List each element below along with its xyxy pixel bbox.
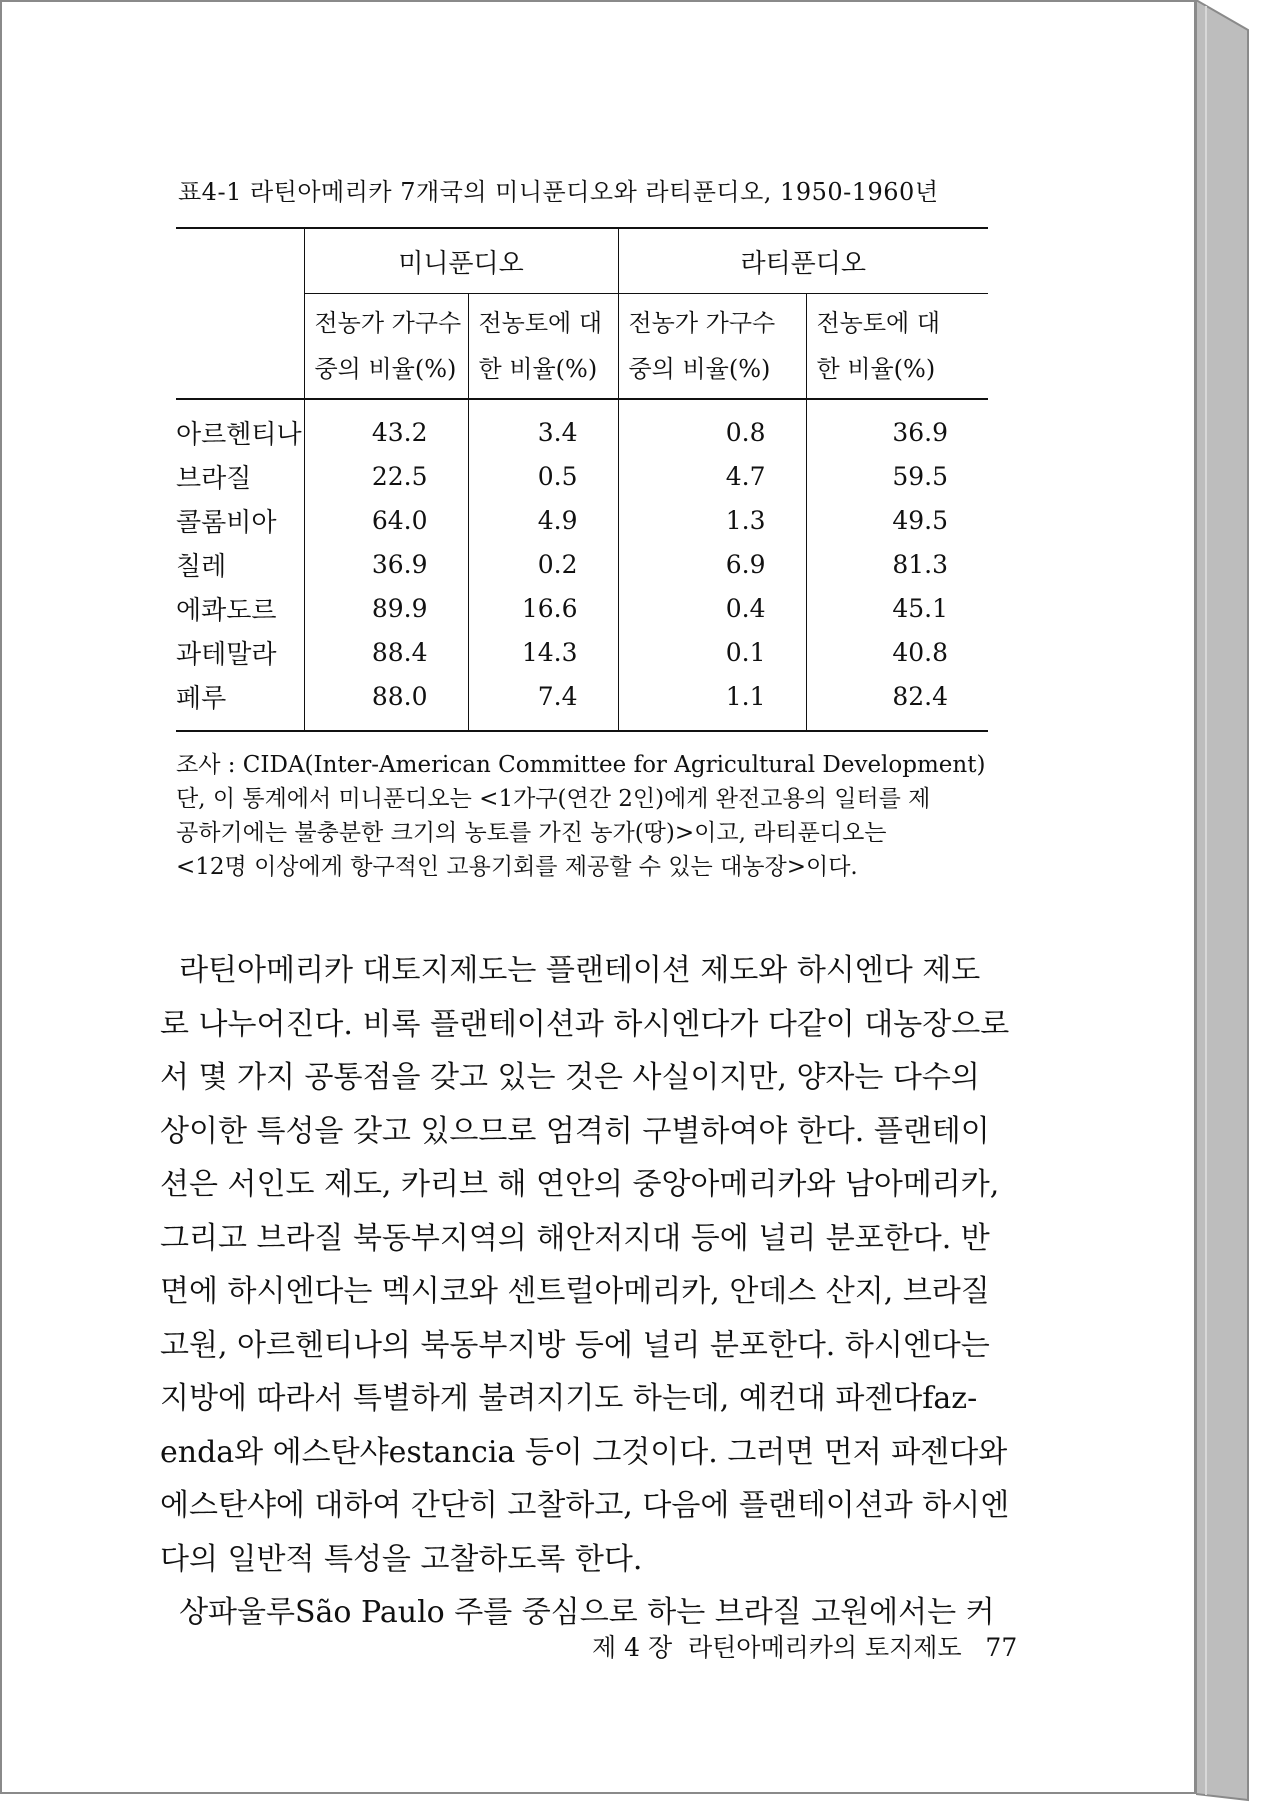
value-cell: 88.4 — [304, 630, 468, 674]
value-cell: 64.0 — [304, 498, 468, 542]
country-cell: 페루 — [176, 674, 304, 731]
table-row — [176, 454, 988, 498]
body-line: 고원, 아르헨티나의 북동부지방 등에 널리 분포한다. 하시엔다는 — [160, 1327, 990, 1363]
note-line: <12명 이상에게 항구적인 고용기회를 제공할 수 있는 대농장>이다. — [176, 854, 858, 880]
body-line: 그리고 브라질 북동부지역의 해안저지대 등에 널리 분포한다. 반 — [160, 1220, 990, 1256]
value-cell: 6.9 — [618, 542, 806, 586]
table-row — [176, 399, 988, 454]
country-cell: 칠레 — [176, 551, 227, 582]
group-header-latifundio: 라티푼디오 — [618, 228, 988, 294]
value-cell: 43.2 — [304, 399, 468, 454]
table-row — [176, 630, 988, 674]
table-row — [176, 498, 988, 542]
value-cell: 1.1 — [618, 674, 806, 731]
value-cell: 16.6 — [468, 586, 618, 630]
body-line: 에스탄샤에 대하여 간단히 고찰하고, 다음에 플랜테이션과 하시엔 — [160, 1488, 1010, 1523]
value-cell: 88.0 — [304, 674, 468, 731]
body-line: 서 몇 가지 공통점을 갖고 있는 것은 사실이지만, 양자는 다수의 — [160, 1060, 980, 1095]
body-line: 면에 하시엔다는 멕시코와 센트럴아메리카, 안데스 산지, 브라질 — [160, 1274, 990, 1309]
note-line: 공하기에는 불충분한 크기의 농토를 가진 농가(땅)>이고, 라티푼디오는 — [176, 820, 887, 846]
table-row — [176, 542, 988, 586]
body-text — [160, 944, 1010, 1640]
body-line: 라틴아메리카 대토지제도는 플랜테이션 제도와 하시엔다 제도 — [160, 953, 981, 988]
subheader-cell: 전농토에 대 한 비율(%) — [806, 294, 988, 400]
country-cell: 브라질 — [176, 463, 252, 494]
value-cell: 14.3 — [468, 630, 618, 674]
value-cell: 81.3 — [806, 542, 988, 586]
body-line: enda와 에스탄샤estancia 등이 그것이다. 그러면 먼저 파젠다와 — [160, 1434, 1008, 1470]
value-cell: 36.9 — [806, 399, 988, 454]
value-cell: 0.2 — [468, 542, 618, 586]
country-cell: 과테말라 — [176, 639, 277, 670]
page-footer: 제 4 장 라틴아메리카의 토지제도 77 — [592, 1633, 1018, 1662]
country-cell: 콜롬비아 — [176, 507, 277, 538]
group-header-minifundio: 미니푼디오 — [304, 228, 618, 294]
country-cell: 아르헨티나 — [176, 419, 302, 450]
value-cell: 7.4 — [468, 674, 618, 731]
book-spine — [1196, 0, 1256, 1806]
subheader-cell: 전농가 가구수 중의 비율(%) — [618, 294, 806, 400]
body-line: 다의 일반적 특성을 고찰하도록 한다. — [160, 1541, 643, 1577]
subheader-cell: 전농가 가구수 중의 비율(%) — [304, 294, 468, 400]
table-row — [176, 586, 988, 630]
value-cell: 0.5 — [468, 454, 618, 498]
value-cell: 1.3 — [618, 498, 806, 542]
body-line: 로 나누어진다. 비록 플랜테이션과 하시엔다가 다같이 대농장으로 — [160, 1006, 1010, 1042]
body-line: 션은 서인도 제도, 카리브 해 연안의 중앙아메리카와 남아메리카, — [160, 1167, 1000, 1202]
value-cell: 82.4 — [806, 674, 988, 731]
table-notes — [176, 748, 1006, 884]
value-cell: 4.7 — [618, 454, 806, 498]
subheader-cell: 전농토에 대 한 비율(%) — [468, 294, 618, 400]
table-caption: 표4-1 라틴아메리카 7개국의 미니푼디오와 라티푼디오, 1950-1960년 — [178, 178, 939, 206]
corner-cell — [176, 228, 304, 294]
farm-distribution-table — [176, 227, 988, 732]
note-line: 단, 이 통계에서 미니푼디오는 <1가구(연간 2인)에게 완전고용의 일터를 제 — [176, 786, 931, 812]
value-cell: 0.8 — [618, 399, 806, 454]
value-cell: 45.1 — [806, 586, 988, 630]
body-line: 상이한 특성을 갖고 있으므로 엄격히 구별하여야 한다. 플랜테이 — [160, 1113, 990, 1149]
note-line: 조사 : CIDA(Inter-American Committee for Agricultural Development) — [176, 752, 986, 778]
value-cell: 0.4 — [618, 586, 806, 630]
value-cell: 36.9 — [304, 542, 468, 586]
body-line: 지방에 따라서 특별하게 불려지기도 하는데, 예컨대 파젠다faz- — [160, 1381, 978, 1416]
value-cell: 49.5 — [806, 498, 988, 542]
body-line: 상파울루São Paulo 주를 중심으로 하는 브라질 고원에서는 커 — [160, 1595, 995, 1630]
value-cell: 40.8 — [806, 630, 988, 674]
value-cell: 22.5 — [304, 454, 468, 498]
value-cell: 0.1 — [618, 630, 806, 674]
country-cell: 에콰도르 — [176, 595, 277, 626]
table-row — [176, 674, 988, 731]
value-cell: 59.5 — [806, 454, 988, 498]
value-cell: 89.9 — [304, 586, 468, 630]
value-cell: 4.9 — [468, 498, 618, 542]
value-cell: 3.4 — [468, 399, 618, 454]
